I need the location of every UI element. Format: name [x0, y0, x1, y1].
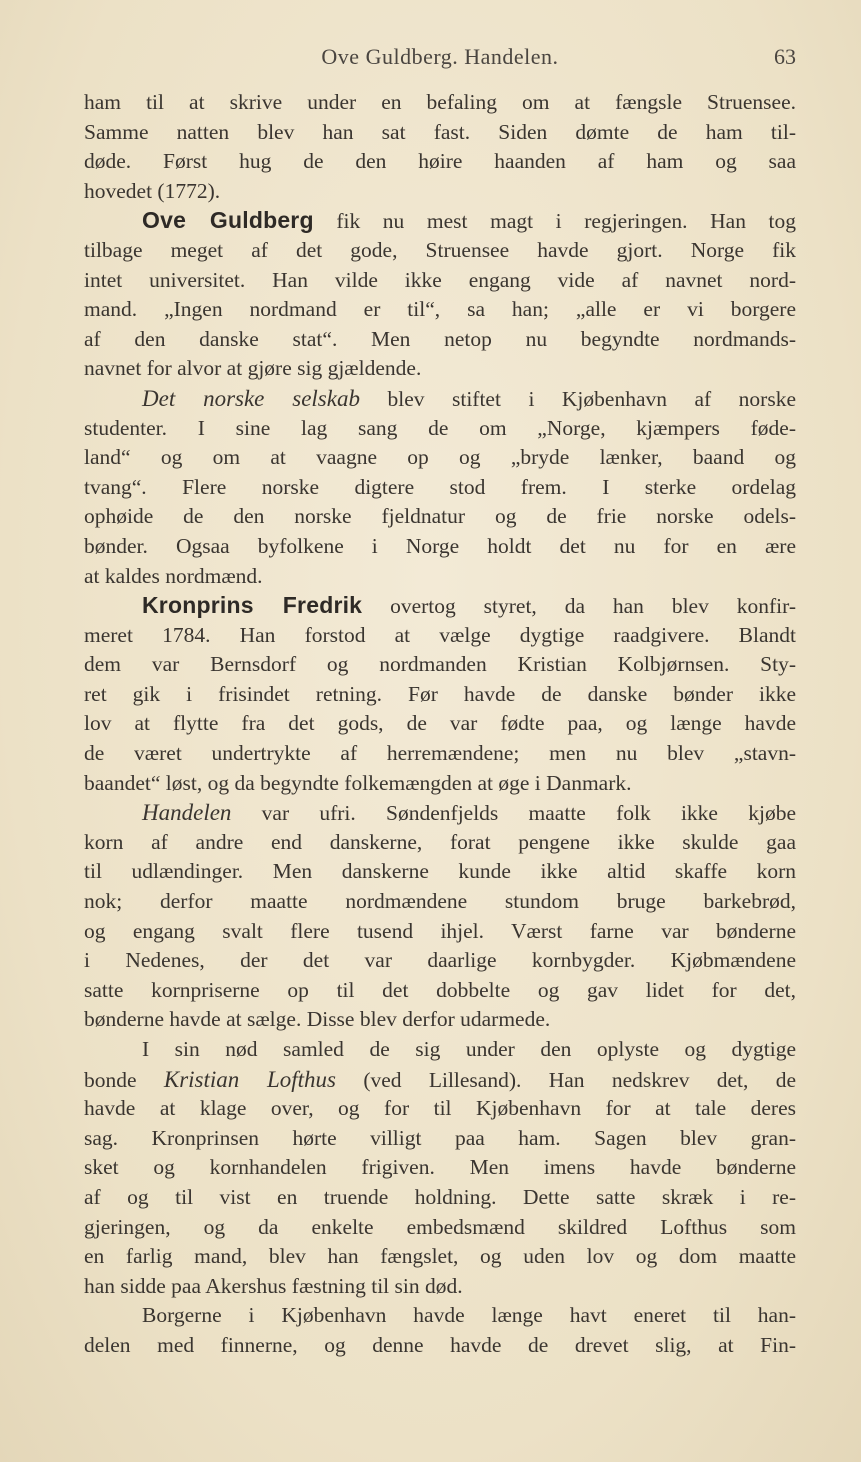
line-text: lov at flytte fra det gods, de var fødte paa, og længe havde [84, 711, 796, 736]
text-line [84, 177, 796, 207]
line-text: blev stiftet i Kjøbenhavn af norske [359, 386, 796, 411]
line-text: af og til vist en truende holdning. Dette satte skræk i re- [84, 1184, 796, 1209]
line-text: de været undertrykte af herremændene; men nu blev „stavn- [84, 741, 796, 766]
line-text: sket og kornhandelen frigiven. Men imens havde bønderne [84, 1155, 796, 1180]
text-line [84, 1242, 796, 1272]
text-line [84, 739, 796, 769]
line-text: navnet for alvor at gjøre sig gjældende. [84, 356, 422, 381]
line-text: af den danske stat“. Men netop nu begyndte nordmands- [84, 326, 796, 351]
text-line [84, 798, 796, 828]
italic-term: Kristian Lofthus [163, 1066, 336, 1092]
line-text: at kaldes nordmænd. [84, 563, 263, 588]
text-line [84, 1301, 796, 1331]
line-text: studenter. I sine lag sang de om „Norge, kjæmpers føde- [84, 415, 796, 440]
line-text: en farlig mand, blev han fængslet, og uden lov og dom maatte [84, 1244, 796, 1269]
line-text: hovedet (1772). [84, 178, 221, 203]
text-line [84, 1153, 796, 1183]
running-head [84, 44, 796, 76]
line-text: tilbage meget af det gode, Struensee havde gjort. Norge fik [84, 237, 796, 262]
line-text: ham til at skrive under en befaling om at fængsle Struensee. [84, 90, 796, 114]
text-line [84, 414, 796, 444]
text-line [84, 384, 796, 414]
text-line [84, 562, 796, 592]
text-line [84, 206, 796, 236]
line-text: fik nu mest magt i regjeringen. Han tog [313, 209, 797, 234]
text-line [84, 680, 796, 710]
line-text: baandet“ løst, og da begyndte folkemængden at øge i Danmark. [84, 770, 632, 795]
line-text: sag. Kronprinsen hørte villigt paa ham. Sagen blev gran- [84, 1125, 796, 1150]
line-text: døde. Først hug de den høire haanden af ham og saa [84, 149, 796, 174]
italic-term: Handelen [142, 800, 232, 826]
text-line [84, 650, 796, 680]
line-text: meret 1784. Han forstod at vælge dygtige raadgivere. Blandt [84, 622, 796, 647]
line-text: land“ og om at vaagne op og „bryde lænker, baand og [84, 445, 796, 470]
line-text: i Nedenes, der det var daarlige kornbygder. Kjøbmændene [84, 948, 796, 973]
line-text: (ved Lillesand). Han nedskrev det, de [336, 1067, 797, 1092]
running-head-title: Ove Guldberg. Handelen. [321, 44, 559, 69]
line-text: I sin nød samled de sig under den oplyste og dygtige [142, 1037, 796, 1061]
text-line [84, 1035, 796, 1065]
line-text: var ufri. Søndenfjelds maatte folk ikke kjøbe [231, 801, 796, 826]
body-text [84, 88, 796, 1361]
text-line [84, 118, 796, 148]
text-line [84, 1331, 796, 1361]
line-text: Borgerne i Kjøbenhavn havde længe havt eneret til han- [142, 1303, 796, 1328]
text-line [84, 709, 796, 739]
text-line [84, 828, 796, 858]
text-line [84, 88, 796, 118]
line-text: bonde [84, 1067, 164, 1092]
text-line [84, 295, 796, 325]
text-line [84, 917, 796, 947]
line-text: delen med finnerne, og denne havde de drevet slig, at Fin- [84, 1332, 796, 1357]
text-line [84, 532, 796, 562]
text-line [84, 502, 796, 532]
line-text: korn af andre end danskerne, forat pengene ikke skulde gaa [84, 829, 796, 854]
bold-heading-term: Kronprins Fredrik [142, 592, 363, 619]
text-line [84, 1065, 796, 1095]
text-line [84, 236, 796, 266]
text-line [84, 1272, 796, 1302]
line-text: tvang“. Flere norske digtere stod frem. I sterke ordelag [84, 474, 796, 499]
text-line [84, 266, 796, 296]
line-text: ophøide de den norske fjeldnatur og de frie norske odels- [84, 504, 796, 529]
line-text: havde at klage over, og for til Kjøbenhavn for at tale deres [84, 1096, 796, 1121]
line-text: overtog styret, da han blev konfir- [362, 594, 796, 619]
text-line [84, 591, 796, 621]
text-line [84, 1005, 796, 1035]
line-text: dem var Bernsdorf og nordmanden Kristian Kolbjørnsen. Sty- [84, 652, 796, 677]
line-text: gjeringen, og da enkelte embedsmænd skildred Lofthus som [84, 1214, 796, 1239]
italic-term: Det norske selskab [142, 385, 360, 411]
text-line [84, 1094, 796, 1124]
bold-heading-term: Ove Guldberg [142, 207, 314, 234]
text-line [84, 1124, 796, 1154]
line-text: og engang svalt flere tusend ihjel. Værst farne var bønderne [84, 918, 796, 943]
line-text: satte kornpriserne op til det dobbelte og gav lidet for det, [84, 977, 796, 1002]
text-line [84, 473, 796, 503]
line-text: bønderne havde at sælge. Disse blev derfor udarmede. [84, 1007, 551, 1032]
text-line [84, 147, 796, 177]
line-text: intet universitet. Han vilde ikke engang vide af navnet nord- [84, 267, 796, 292]
text-line [84, 769, 796, 799]
text-line [84, 857, 796, 887]
text-line [84, 887, 796, 917]
line-text: nok; derfor maatte nordmændene stundom bruge barkebrød, [84, 889, 796, 914]
text-line [84, 621, 796, 651]
line-text: Samme natten blev han sat fast. Siden dømte de ham til- [84, 119, 796, 144]
line-text: mand. „Ingen nordmand er til“, sa han; „alle er vi borgere [84, 297, 796, 322]
text-line [84, 946, 796, 976]
text-line [84, 325, 796, 355]
line-text: til udlændinger. Men danskerne kunde ikke altid skaffe korn [84, 859, 796, 884]
line-text: ret gik i frisindet retning. Før havde de danske bønder ikke [84, 681, 796, 706]
line-text: bønder. Ogsaa byfolkene i Norge holdt det nu for en ære [84, 533, 796, 558]
text-line [84, 976, 796, 1006]
line-text: han sidde paa Akershus fæstning til sin død. [84, 1273, 463, 1298]
text-line [84, 443, 796, 473]
text-line [84, 1213, 796, 1243]
text-line [84, 354, 796, 384]
text-line [84, 1183, 796, 1213]
page-number: 63 [774, 44, 796, 69]
